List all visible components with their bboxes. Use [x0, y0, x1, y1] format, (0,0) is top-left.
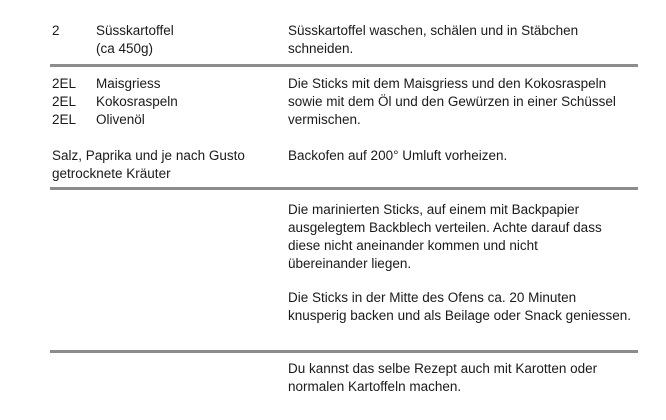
section-divider	[50, 64, 638, 67]
ingredient-name-line: (ca 450g)	[96, 41, 154, 56]
ingredient-name: Olivenöl	[96, 112, 145, 127]
instruction-line: normalen Kartoffeln machen.	[288, 379, 462, 394]
instruction-line: sowie mit dem Öl und den Gewürzen in einer Schüssel	[288, 94, 616, 109]
instruction-line: diese nicht aneinander kommen und nicht	[288, 238, 538, 253]
instruction-paragraph	[288, 22, 638, 58]
instruction-paragraph	[288, 289, 638, 325]
instruction-line: Süsskartoffel waschen, schälen und in Stäbchen	[288, 23, 579, 38]
instruction-line: knusperig backen und als Beilage oder Snack geniessen.	[288, 308, 631, 323]
instruction-paragraph	[288, 360, 638, 396]
instruction-line: Die Sticks in der Mitte des Ofens ca. 20 Minuten	[288, 290, 577, 305]
instruction-line: Die marinierten Sticks, auf einem mit Backpapier	[288, 202, 580, 217]
extra-ingredients-line: Salz, Paprika und je nach Gusto	[52, 148, 245, 163]
extra-ingredients	[52, 147, 245, 183]
ingredient-name: Maisgriess	[96, 76, 161, 91]
instruction-line: Backofen auf 200° Umluft vorheizen.	[288, 148, 508, 163]
instruction-line: übereinander liegen.	[288, 256, 412, 271]
instruction-line: Die Sticks mit dem Maisgriess und den Kokosraspeln	[288, 76, 607, 91]
section-divider	[50, 187, 638, 190]
instruction-line: schneiden.	[288, 41, 354, 56]
ingredient-name: Kokosraspeln	[96, 94, 178, 109]
ingredient-qty: 2EL	[52, 76, 77, 91]
instruction-paragraph	[288, 147, 638, 165]
ingredient-qty: 2EL	[52, 94, 77, 109]
instruction-line: Du kannst das selbe Rezept auch mit Karotten oder	[288, 361, 598, 376]
extra-ingredients-line: getrocknete Kräuter	[52, 166, 171, 181]
instruction-paragraph	[288, 75, 638, 129]
ingredient-qty: 2	[52, 23, 60, 38]
section-divider	[50, 350, 638, 353]
instruction-line: vermischen.	[288, 112, 361, 127]
instruction-line: ausgelegtem Backblech verteilen. Achte darauf dass	[288, 220, 602, 235]
ingredient-qty: 2EL	[52, 112, 77, 127]
instruction-paragraph	[288, 201, 638, 273]
ingredient-name	[96, 22, 174, 58]
ingredient-name-line: Süsskartoffel	[96, 23, 174, 38]
